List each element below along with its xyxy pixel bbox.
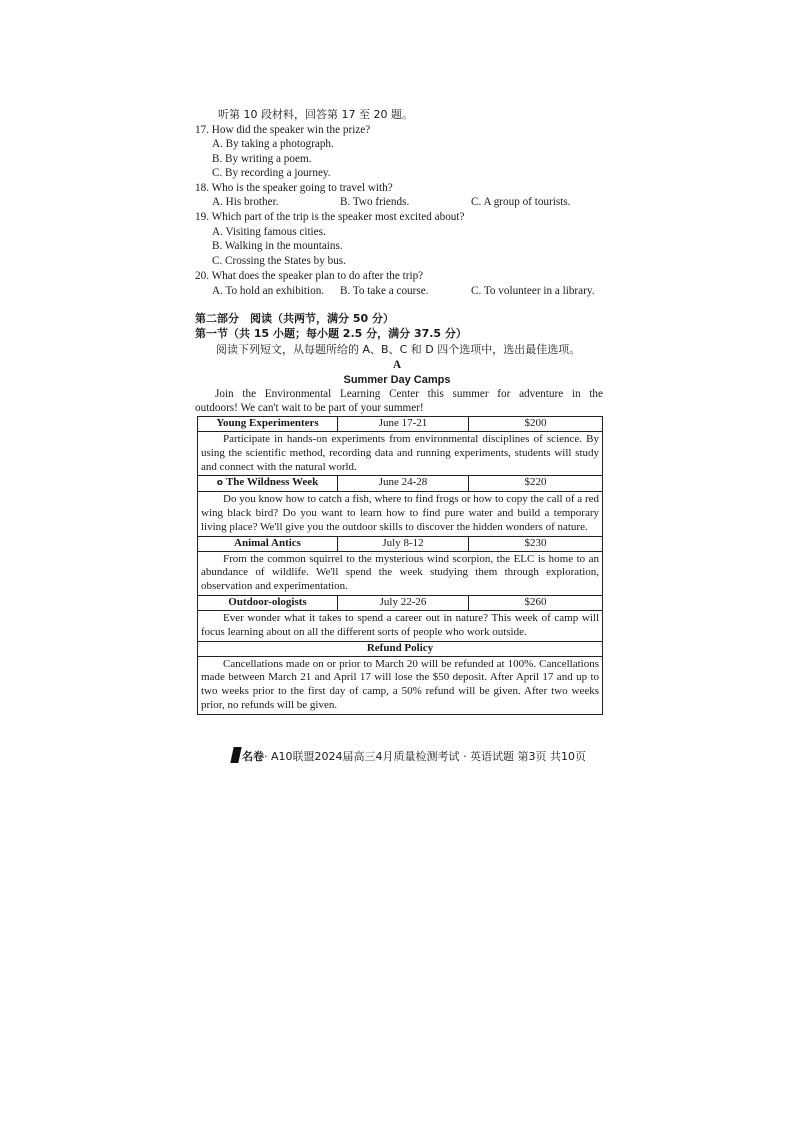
camp-header-row [198, 536, 603, 551]
camps-table [197, 416, 603, 715]
camp-dates: July 22-26 [338, 595, 469, 610]
circle-mark-icon: o [216, 478, 223, 489]
camp-description: From the common squirrel to the mysterious wind scorpion, the ELC is home to an abundance of wildlife. We'll spend the week studying them through exploration, observation and experimentation. [201, 552, 599, 593]
camp-header-row [198, 595, 603, 610]
camp-header-row [198, 476, 603, 492]
passage-intro-line-2: outdoors! We can't wait to be part of your summer! [195, 402, 424, 414]
q18-stem: 18. Who is the speaker going to travel with? [195, 182, 393, 194]
camp-name: Young Experimenters [198, 417, 338, 432]
q19-option-a: A. Visiting famous cities. [212, 226, 326, 238]
listening-intro: 听第 10 段材料，回答第 17 至 20 题。 [218, 108, 413, 121]
camp-description: Participate in hands-on experiments from environmental disciplines of science. By using the scientific method, recording data and running experiments, students will study and connect with the natural world. [201, 433, 599, 473]
reading-instruction: 阅读下列短文，从每题所给的 A、B、C 和 D 四个选项中，选出最佳选项。 [216, 343, 581, 356]
q19-option-c: C. Crossing the States by bus. [212, 255, 346, 267]
brand-name: 名卷 [242, 750, 264, 763]
camp-desc-row [198, 610, 603, 641]
camp-price: $230 [469, 536, 603, 551]
camp-name: Animal Antics [198, 536, 338, 551]
q20-stem: 20. What does the speaker plan to do after the trip? [195, 270, 424, 282]
refund-desc-row [198, 656, 603, 714]
camp-name: The Wildness Week [225, 476, 319, 489]
refund-policy-text: Cancellations made on or prior to March 20 will be refunded at 100%. Cancellations made between March 21 and April 17 will lose the $50 deposit. After April 17 and up to two weeks prior to the first day of camp, a 50% refund will be given. After two weeks prior, no refunds will be given. [201, 657, 599, 711]
refund-policy-title: Refund Policy [198, 641, 603, 656]
camp-price: $220 [469, 476, 603, 492]
q17-option-a: A. By taking a photograph. [212, 138, 334, 150]
q18-option-a: A. His brother. [212, 196, 279, 208]
q20-option-c: C. To volunteer in a library. [471, 285, 595, 297]
camp-description: Do you know how to catch a fish, where to find frogs or how to copy the call of a red wing black bird? Do you want to learn how to find pure water and build a temporary living place? We'll give you the outdoor skills to discover the hidden wonders of nature. [201, 493, 599, 533]
q19-option-b: B. Walking in the mountains. [212, 240, 343, 252]
q20-option-a: A. To hold an exhibition. [212, 285, 325, 297]
reading-part-heading: 第二部分 阅读（共两节，满分 50 分） [195, 312, 394, 325]
passage-letter: A [392, 359, 402, 371]
refund-header-row [198, 641, 603, 656]
q17-option-c: C. By recording a journey. [212, 167, 331, 179]
camp-desc-row [198, 492, 603, 536]
camp-dates: June 17-21 [338, 417, 469, 432]
camp-price: $260 [469, 595, 603, 610]
camp-name: Outdoor-ologists [198, 595, 338, 610]
reading-section-heading: 第一节（共 15 小题；每小题 2.5 分，满分 37.5 分） [195, 327, 467, 340]
camp-description: Ever wonder what it takes to spend a career out in nature? This week of camp will focus learning about on all the different sorts of people who work outside. [201, 611, 599, 638]
camp-dates: July 8-12 [338, 536, 469, 551]
camp-name-cell [198, 476, 338, 492]
passage-title: Summer Day Camps [343, 374, 451, 386]
camp-header-row [198, 417, 603, 432]
q18-option-b: B. Two friends. [340, 196, 410, 208]
brand-logo-icon [230, 747, 241, 763]
q19-stem: 19. Which part of the trip is the speaker most excited about? [195, 211, 465, 223]
q18-option-c: C. A group of tourists. [471, 196, 571, 208]
page-footer [232, 747, 586, 764]
q20-option-b: B. To take a course. [340, 285, 429, 297]
passage-intro-line-1 [195, 387, 603, 401]
camp-dates: June 24-28 [338, 476, 469, 492]
passage-intro-text-1: Join the Environmental Learning Center this summer for adventure in the [215, 388, 603, 400]
camp-desc-row [198, 432, 603, 476]
q17-stem: 17. How did the speaker win the prize? [195, 124, 371, 136]
camp-desc-row [198, 551, 603, 595]
q17-option-b: B. By writing a poem. [212, 153, 312, 165]
footer-text: · A10联盟2024届高三4月质量检测考试 · 英语试题 第3页 共10页 [264, 750, 586, 763]
camp-price: $200 [469, 417, 603, 432]
